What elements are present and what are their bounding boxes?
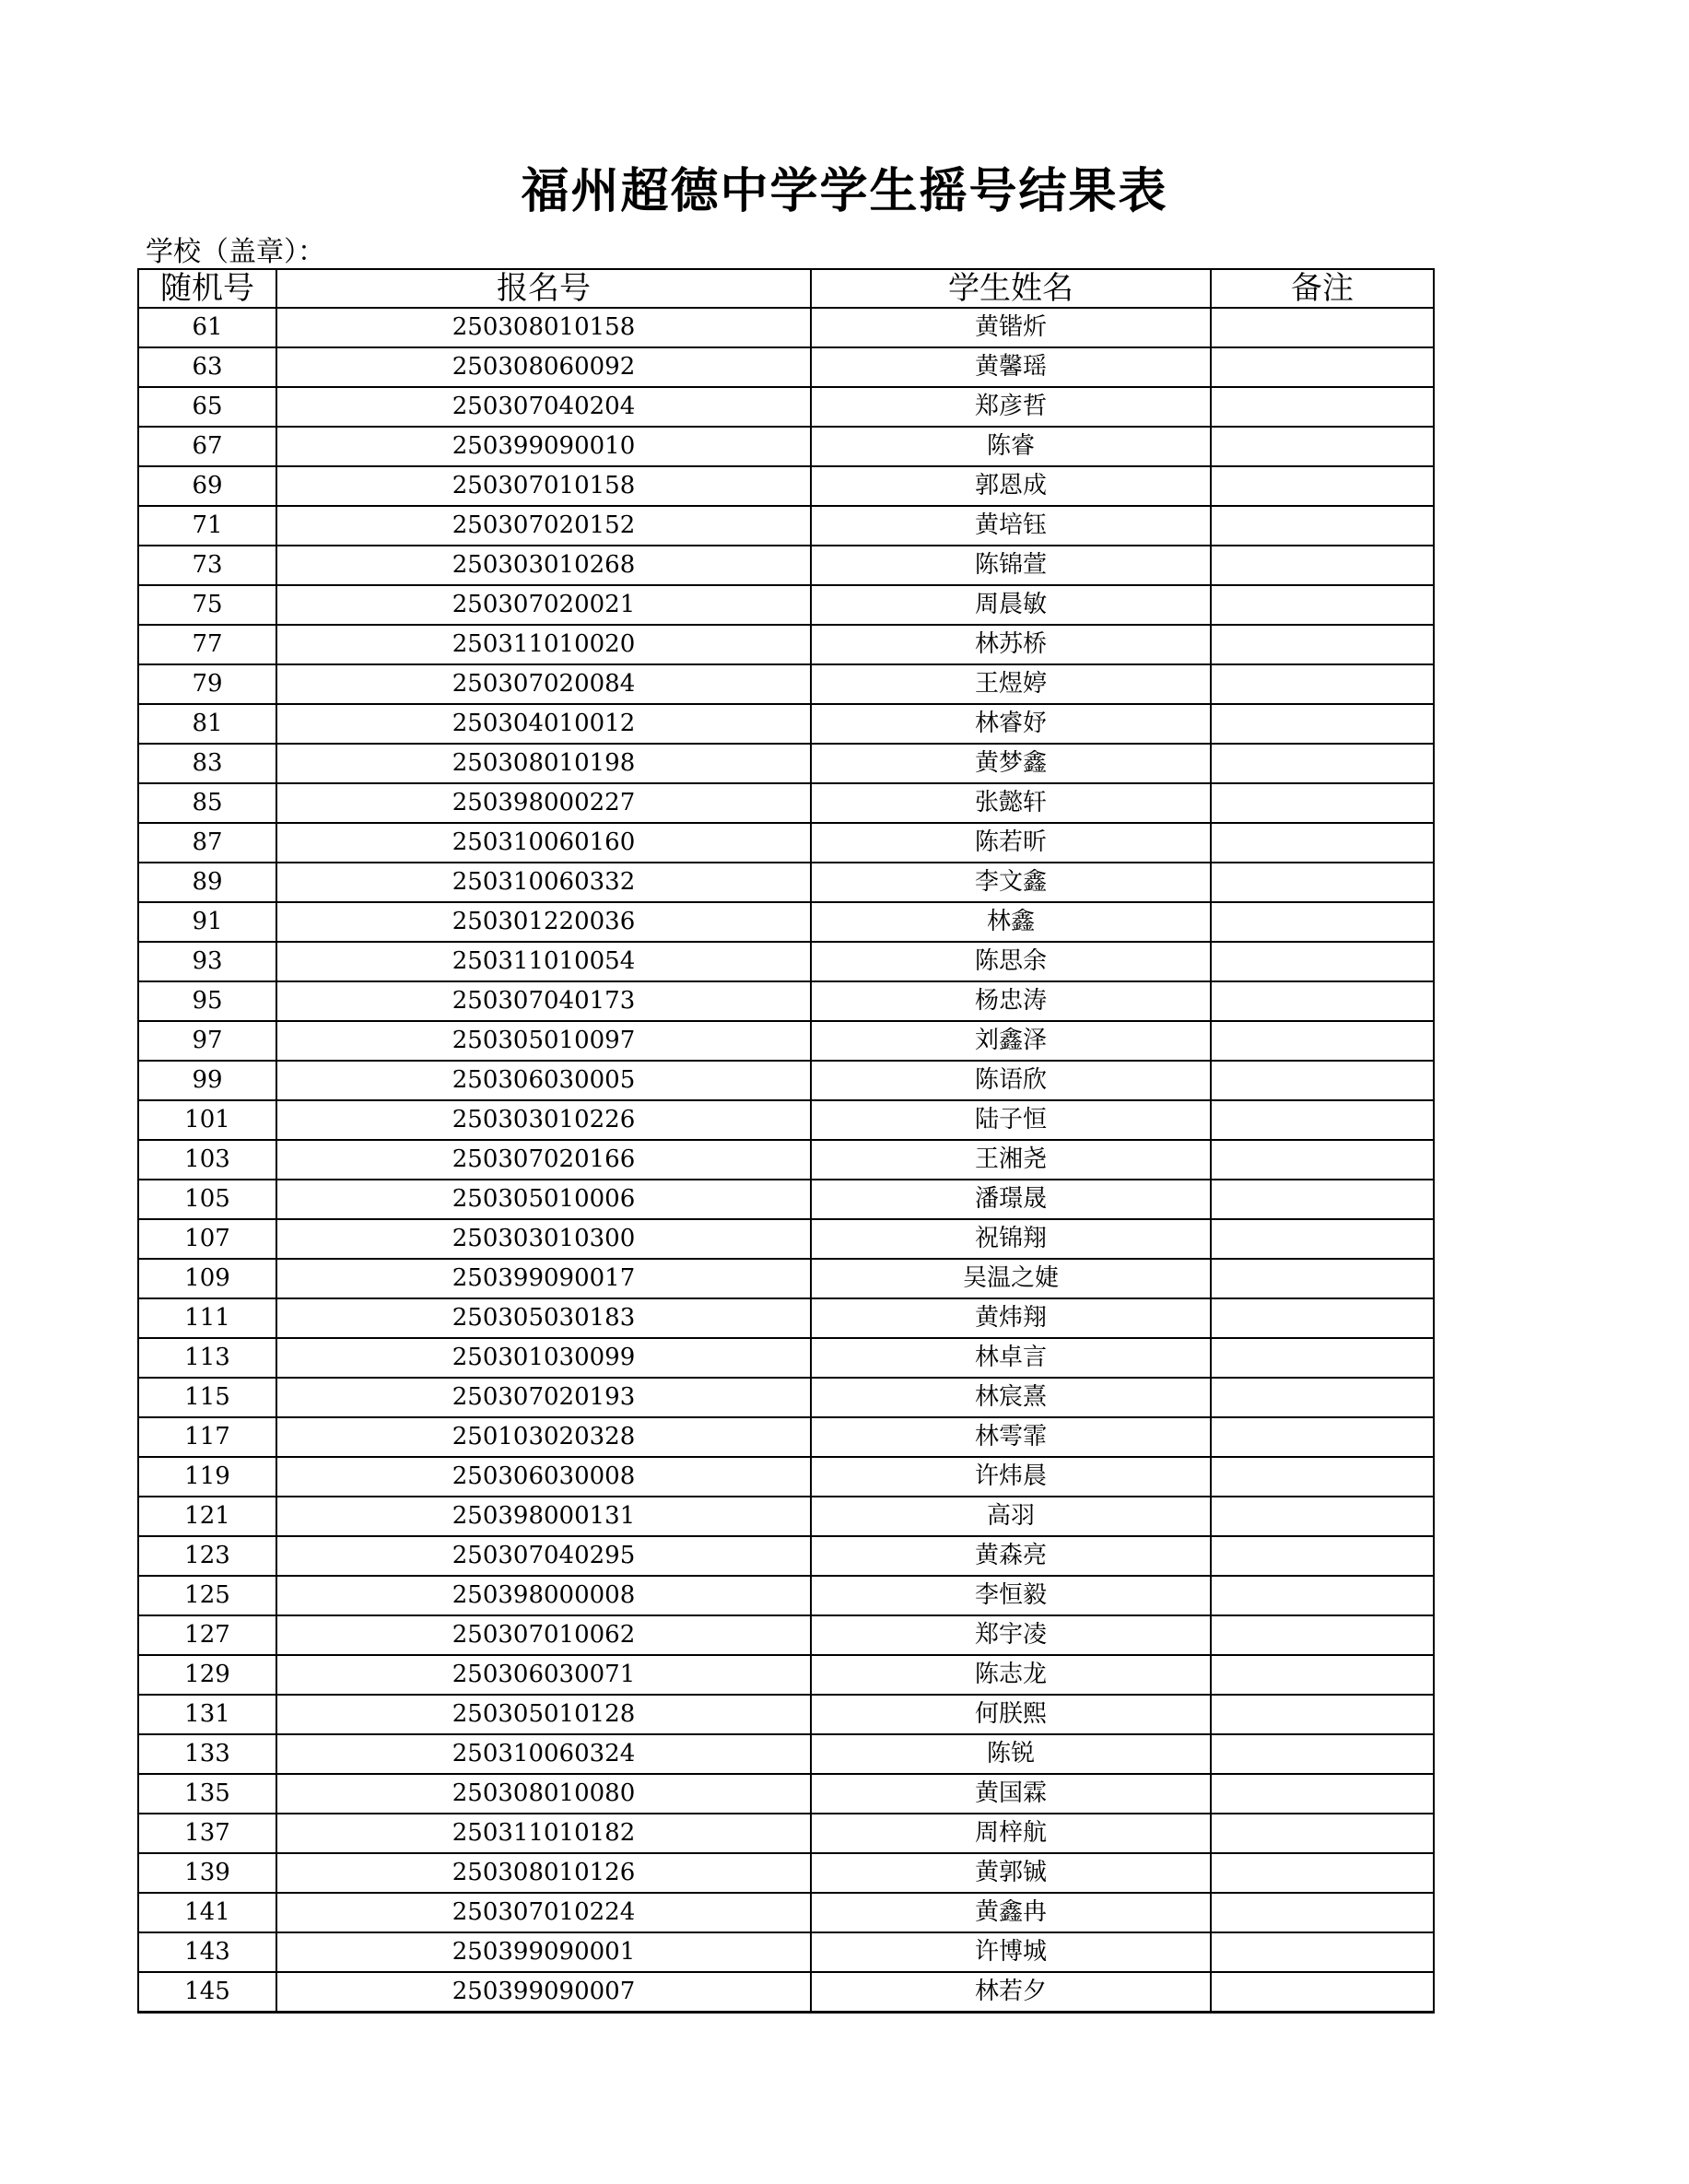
- cell-student-name: 陈若昕: [811, 823, 1211, 863]
- cell-remarks: [1211, 863, 1434, 902]
- cell-remarks: [1211, 546, 1434, 585]
- cell-student-name: 郑宇凌: [811, 1615, 1211, 1655]
- cell-remarks: [1211, 1972, 1434, 2013]
- cell-registration-no: 250308010080: [276, 1774, 811, 1814]
- cell-remarks: [1211, 1378, 1434, 1417]
- cell-registration-no: 250399090017: [276, 1259, 811, 1298]
- table-row: [138, 1695, 1434, 1734]
- cell-registration-no: 250307010158: [276, 466, 811, 506]
- cell-registration-no: 250306030071: [276, 1655, 811, 1695]
- table-row: [138, 1576, 1434, 1615]
- cell-remarks: [1211, 1021, 1434, 1061]
- table-row: [138, 1615, 1434, 1655]
- table-row: [138, 1180, 1434, 1219]
- table-row: [138, 1298, 1434, 1338]
- cell-student-name: 许炜晨: [811, 1457, 1211, 1497]
- table-row: [138, 1774, 1434, 1814]
- cell-remarks: [1211, 466, 1434, 506]
- cell-registration-no: 250307010062: [276, 1615, 811, 1655]
- table-row: [138, 506, 1434, 546]
- cell-remarks: [1211, 823, 1434, 863]
- cell-random-no: 143: [138, 1932, 276, 1972]
- cell-student-name: 陈锐: [811, 1734, 1211, 1774]
- table-row: [138, 704, 1434, 744]
- table-row: [138, 1893, 1434, 1932]
- header-registration-no: 报名号: [276, 269, 811, 308]
- table-row: [138, 744, 1434, 783]
- table-row: [138, 625, 1434, 664]
- cell-registration-no: 250308060092: [276, 347, 811, 387]
- cell-random-no: 65: [138, 387, 276, 427]
- cell-remarks: [1211, 1893, 1434, 1932]
- cell-remarks: [1211, 981, 1434, 1021]
- cell-random-no: 135: [138, 1774, 276, 1814]
- cell-registration-no: 250310060324: [276, 1734, 811, 1774]
- table-row: [138, 585, 1434, 625]
- cell-registration-no: 250307040295: [276, 1536, 811, 1576]
- cell-registration-no: 250307040204: [276, 387, 811, 427]
- cell-student-name: 陈锦萱: [811, 546, 1211, 585]
- table-row: [138, 1497, 1434, 1536]
- cell-student-name: 王煜婷: [811, 664, 1211, 704]
- cell-remarks: [1211, 783, 1434, 823]
- cell-random-no: 105: [138, 1180, 276, 1219]
- cell-random-no: 91: [138, 902, 276, 942]
- cell-student-name: 陈志龙: [811, 1655, 1211, 1695]
- table-row: [138, 466, 1434, 506]
- cell-remarks: [1211, 664, 1434, 704]
- cell-student-name: 周梓航: [811, 1814, 1211, 1853]
- cell-student-name: 黄锴炘: [811, 308, 1211, 347]
- cell-remarks: [1211, 902, 1434, 942]
- cell-remarks: [1211, 1853, 1434, 1893]
- cell-random-no: 119: [138, 1457, 276, 1497]
- cell-random-no: 137: [138, 1814, 276, 1853]
- cell-student-name: 林若夕: [811, 1972, 1211, 2013]
- cell-student-name: 张懿轩: [811, 783, 1211, 823]
- table-row: [138, 1417, 1434, 1457]
- cell-random-no: 71: [138, 506, 276, 546]
- cell-remarks: [1211, 1576, 1434, 1615]
- cell-random-no: 89: [138, 863, 276, 902]
- cell-random-no: 93: [138, 942, 276, 981]
- table-row: [138, 783, 1434, 823]
- cell-random-no: 131: [138, 1695, 276, 1734]
- cell-remarks: [1211, 1140, 1434, 1180]
- cell-student-name: 何朕熙: [811, 1695, 1211, 1734]
- cell-registration-no: 250305010097: [276, 1021, 811, 1061]
- table-row: [138, 1932, 1434, 1972]
- cell-remarks: [1211, 1734, 1434, 1774]
- cell-registration-no: 250304010012: [276, 704, 811, 744]
- cell-student-name: 黄郭铖: [811, 1853, 1211, 1893]
- table-row: [138, 1853, 1434, 1893]
- cell-random-no: 133: [138, 1734, 276, 1774]
- cell-registration-no: 250308010198: [276, 744, 811, 783]
- cell-remarks: [1211, 427, 1434, 466]
- cell-registration-no: 250399090010: [276, 427, 811, 466]
- cell-remarks: [1211, 1774, 1434, 1814]
- cell-registration-no: 250310060160: [276, 823, 811, 863]
- cell-registration-no: 250310060332: [276, 863, 811, 902]
- cell-remarks: [1211, 942, 1434, 981]
- cell-random-no: 121: [138, 1497, 276, 1536]
- cell-student-name: 林睿妤: [811, 704, 1211, 744]
- cell-student-name: 黄森亮: [811, 1536, 1211, 1576]
- page-title: 福州超德中学学生摇号结果表: [521, 164, 1168, 219]
- cell-registration-no: 250398000227: [276, 783, 811, 823]
- cell-student-name: 陈睿: [811, 427, 1211, 466]
- cell-random-no: 79: [138, 664, 276, 704]
- cell-student-name: 周晨敏: [811, 585, 1211, 625]
- table-row: [138, 1734, 1434, 1774]
- table-header-row: [138, 269, 1434, 308]
- cell-remarks: [1211, 744, 1434, 783]
- cell-random-no: 63: [138, 347, 276, 387]
- cell-registration-no: 250399090001: [276, 1932, 811, 1972]
- cell-student-name: 黄国霖: [811, 1774, 1211, 1814]
- cell-registration-no: 250398000008: [276, 1576, 811, 1615]
- cell-remarks: [1211, 1061, 1434, 1100]
- cell-random-no: 107: [138, 1219, 276, 1259]
- cell-student-name: 吴温之婕: [811, 1259, 1211, 1298]
- cell-registration-no: 250311010182: [276, 1814, 811, 1853]
- cell-registration-no: 250306030008: [276, 1457, 811, 1497]
- cell-student-name: 陈思余: [811, 942, 1211, 981]
- cell-random-no: 111: [138, 1298, 276, 1338]
- cell-student-name: 黄梦鑫: [811, 744, 1211, 783]
- cell-student-name: 林雩霏: [811, 1417, 1211, 1457]
- cell-student-name: 李文鑫: [811, 863, 1211, 902]
- table-row: [138, 1814, 1434, 1853]
- table-row: [138, 546, 1434, 585]
- cell-remarks: [1211, 1417, 1434, 1457]
- table-row: [138, 664, 1434, 704]
- cell-registration-no: 250307020084: [276, 664, 811, 704]
- cell-registration-no: 250301220036: [276, 902, 811, 942]
- cell-student-name: 林鑫: [811, 902, 1211, 942]
- table-row: [138, 823, 1434, 863]
- cell-registration-no: 250307040173: [276, 981, 811, 1021]
- cell-random-no: 85: [138, 783, 276, 823]
- table-row: [138, 1219, 1434, 1259]
- cell-registration-no: 250307010224: [276, 1893, 811, 1932]
- cell-random-no: 83: [138, 744, 276, 783]
- table-row: [138, 1378, 1434, 1417]
- cell-student-name: 王湘尧: [811, 1140, 1211, 1180]
- cell-registration-no: 250303010300: [276, 1219, 811, 1259]
- table-row: [138, 347, 1434, 387]
- cell-remarks: [1211, 1219, 1434, 1259]
- cell-random-no: 115: [138, 1378, 276, 1417]
- cell-registration-no: 250307020193: [276, 1378, 811, 1417]
- cell-random-no: 87: [138, 823, 276, 863]
- cell-registration-no: 250306030005: [276, 1061, 811, 1100]
- cell-random-no: 145: [138, 1972, 276, 2013]
- cell-remarks: [1211, 1655, 1434, 1695]
- cell-remarks: [1211, 704, 1434, 744]
- cell-registration-no: 250305030183: [276, 1298, 811, 1338]
- cell-registration-no: 250307020152: [276, 506, 811, 546]
- cell-student-name: 李恒毅: [811, 1576, 1211, 1615]
- cell-registration-no: 250305010006: [276, 1180, 811, 1219]
- cell-random-no: 75: [138, 585, 276, 625]
- cell-student-name: 陆子恒: [811, 1100, 1211, 1140]
- table-row: [138, 308, 1434, 347]
- cell-registration-no: 250398000131: [276, 1497, 811, 1536]
- cell-registration-no: 250303010268: [276, 546, 811, 585]
- cell-remarks: [1211, 1338, 1434, 1378]
- cell-student-name: 黄炜翔: [811, 1298, 1211, 1338]
- cell-random-no: 77: [138, 625, 276, 664]
- cell-registration-no: 250311010054: [276, 942, 811, 981]
- table-row: [138, 942, 1434, 981]
- cell-registration-no: 250305010128: [276, 1695, 811, 1734]
- cell-random-no: 103: [138, 1140, 276, 1180]
- cell-registration-no: 250399090007: [276, 1972, 811, 2013]
- cell-random-no: 113: [138, 1338, 276, 1378]
- cell-registration-no: 250307020021: [276, 585, 811, 625]
- cell-student-name: 郭恩成: [811, 466, 1211, 506]
- header-student-name: 学生姓名: [811, 269, 1211, 308]
- table-row: [138, 1140, 1434, 1180]
- cell-random-no: 61: [138, 308, 276, 347]
- cell-remarks: [1211, 625, 1434, 664]
- cell-random-no: 129: [138, 1655, 276, 1695]
- cell-random-no: 139: [138, 1853, 276, 1893]
- cell-student-name: 陈语欣: [811, 1061, 1211, 1100]
- table-row: [138, 1338, 1434, 1378]
- table-row: [138, 1100, 1434, 1140]
- cell-remarks: [1211, 308, 1434, 347]
- cell-random-no: 141: [138, 1893, 276, 1932]
- table-row: [138, 387, 1434, 427]
- table-row: [138, 1021, 1434, 1061]
- table-row: [138, 1655, 1434, 1695]
- cell-random-no: 127: [138, 1615, 276, 1655]
- table-row: [138, 1972, 1434, 2013]
- cell-random-no: 125: [138, 1576, 276, 1615]
- table-row: [138, 1536, 1434, 1576]
- cell-remarks: [1211, 1100, 1434, 1140]
- cell-student-name: 郑彦哲: [811, 387, 1211, 427]
- cell-random-no: 123: [138, 1536, 276, 1576]
- cell-remarks: [1211, 1457, 1434, 1497]
- table-row: [138, 1457, 1434, 1497]
- cell-random-no: 81: [138, 704, 276, 744]
- cell-random-no: 69: [138, 466, 276, 506]
- cell-remarks: [1211, 1259, 1434, 1298]
- cell-student-name: 林卓言: [811, 1338, 1211, 1378]
- cell-random-no: 95: [138, 981, 276, 1021]
- header-remarks: 备注: [1211, 269, 1434, 308]
- cell-registration-no: 250303010226: [276, 1100, 811, 1140]
- cell-registration-no: 250103020328: [276, 1417, 811, 1457]
- cell-remarks: [1211, 585, 1434, 625]
- cell-random-no: 67: [138, 427, 276, 466]
- table-body: [138, 308, 1434, 2013]
- school-stamp-label: 学校（盖章）：: [146, 236, 325, 268]
- cell-registration-no: 250301030099: [276, 1338, 811, 1378]
- cell-remarks: [1211, 1814, 1434, 1853]
- cell-remarks: [1211, 1536, 1434, 1576]
- cell-student-name: 潘璟晟: [811, 1180, 1211, 1219]
- cell-remarks: [1211, 506, 1434, 546]
- table-row: [138, 863, 1434, 902]
- cell-remarks: [1211, 387, 1434, 427]
- table-row: [138, 902, 1434, 942]
- lottery-results-table: [137, 268, 1435, 2014]
- cell-random-no: 117: [138, 1417, 276, 1457]
- table-row: [138, 1061, 1434, 1100]
- cell-random-no: 101: [138, 1100, 276, 1140]
- cell-registration-no: 250311010020: [276, 625, 811, 664]
- cell-random-no: 109: [138, 1259, 276, 1298]
- table-row: [138, 981, 1434, 1021]
- cell-student-name: 杨忠涛: [811, 981, 1211, 1021]
- cell-student-name: 刘鑫泽: [811, 1021, 1211, 1061]
- cell-random-no: 97: [138, 1021, 276, 1061]
- header-random-no: 随机号: [138, 269, 276, 308]
- cell-registration-no: 250308010158: [276, 308, 811, 347]
- table-row: [138, 427, 1434, 466]
- cell-student-name: 林宸熹: [811, 1378, 1211, 1417]
- cell-student-name: 黄馨瑶: [811, 347, 1211, 387]
- cell-registration-no: 250308010126: [276, 1853, 811, 1893]
- cell-remarks: [1211, 1497, 1434, 1536]
- cell-remarks: [1211, 1695, 1434, 1734]
- cell-student-name: 祝锦翔: [811, 1219, 1211, 1259]
- cell-student-name: 高羽: [811, 1497, 1211, 1536]
- cell-random-no: 73: [138, 546, 276, 585]
- cell-random-no: 99: [138, 1061, 276, 1100]
- cell-remarks: [1211, 1180, 1434, 1219]
- cell-student-name: 林苏桥: [811, 625, 1211, 664]
- cell-student-name: 黄鑫冉: [811, 1893, 1211, 1932]
- cell-remarks: [1211, 347, 1434, 387]
- table-row: [138, 1259, 1434, 1298]
- cell-remarks: [1211, 1298, 1434, 1338]
- cell-student-name: 黄培钰: [811, 506, 1211, 546]
- cell-remarks: [1211, 1615, 1434, 1655]
- cell-registration-no: 250307020166: [276, 1140, 811, 1180]
- cell-remarks: [1211, 1932, 1434, 1972]
- cell-student-name: 许博城: [811, 1932, 1211, 1972]
